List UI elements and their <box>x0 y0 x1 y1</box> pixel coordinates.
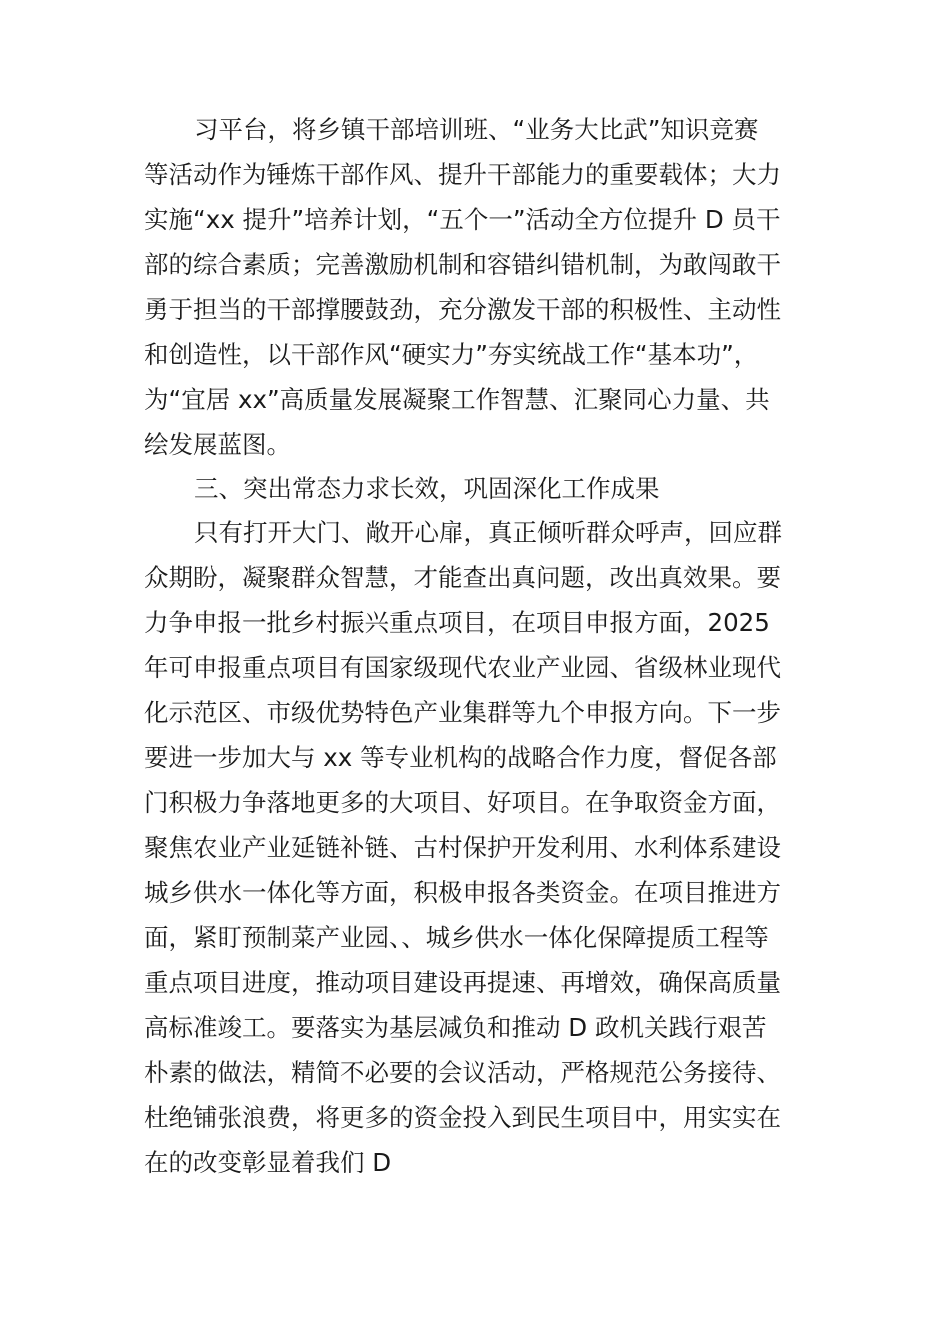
text-line-24: 在的改变彰显着我们 D <box>144 1148 392 1177</box>
text-line-4: 部的综合素质；完善激励机制和容错纠错机制，为敢闯敢干 <box>144 250 781 279</box>
text-line-21: 高标准竣工。要落实为基层减负和推动 D 政机关践行艰苦 <box>144 1013 767 1042</box>
text-line-12: 力争申报一批乡村振兴重点项目，在项目申报方面，2025 <box>144 608 770 637</box>
text-line-14: 化示范区、市级优势特色产业集群等九个申报方向。下一步 <box>144 698 781 727</box>
text-line-8: 绘发展蓝图。 <box>144 430 291 459</box>
text-line-6: 和创造性，以干部作风“硬实力”夯实统战工作“基本功”， <box>144 340 759 369</box>
text-line-13: 年可申报重点项目有国家级现代农业产业园、省级林业现代 <box>144 653 781 682</box>
text-line-10: 只有打开大门、敞开心扉，真正倾听群众呼声，回应群 <box>194 518 782 547</box>
text-line-1: 习平台，将乡镇干部培训班、“业务大比武”知识竞赛 <box>194 115 759 144</box>
section-heading: 三、突出常态力求长效，巩固深化工作成果 <box>194 474 660 503</box>
text-line-20: 重点项目进度，推动项目建设再提速、再增效，确保高质量 <box>144 968 781 997</box>
text-line-16: 门积极力争落地更多的大项目、好项目。在争取资金方面， <box>144 788 781 817</box>
text-line-3: 实施“xx 提升”培养计划，“五个一”活动全方位提升 D 员干 <box>144 205 781 234</box>
text-line-23: 杜绝铺张浪费，将更多的资金投入到民生项目中，用实实在 <box>144 1103 781 1132</box>
text-line-17: 聚焦农业产业延链补链、古村保护开发利用、水利体系建设 <box>144 833 781 862</box>
text-line-19: 面，紧盯预制菜产业园、、城乡供水一体化保障提质工程等 <box>144 923 769 952</box>
text-line-18: 城乡供水一体化等方面，积极申报各类资金。在项目推进方 <box>144 878 781 907</box>
text-line-2: 等活动作为锤炼干部作风、提升干部能力的重要载体；大力 <box>144 160 781 189</box>
text-line-7: 为“宜居 xx”高质量发展凝聚工作智慧、汇聚同心力量、共 <box>144 385 770 414</box>
text-line-22: 朴素的做法，精简不必要的会议活动，严格规范公务接待、 <box>144 1058 781 1087</box>
text-line-15: 要进一步加大与 xx 等专业机构的战略合作力度，督促各部 <box>144 743 777 772</box>
text-line-5: 勇于担当的干部撑腰鼓劲，充分激发干部的积极性、主动性 <box>144 295 781 324</box>
text-line-11: 众期盼，凝聚群众智慧，才能查出真问题，改出真效果。要 <box>144 563 781 592</box>
